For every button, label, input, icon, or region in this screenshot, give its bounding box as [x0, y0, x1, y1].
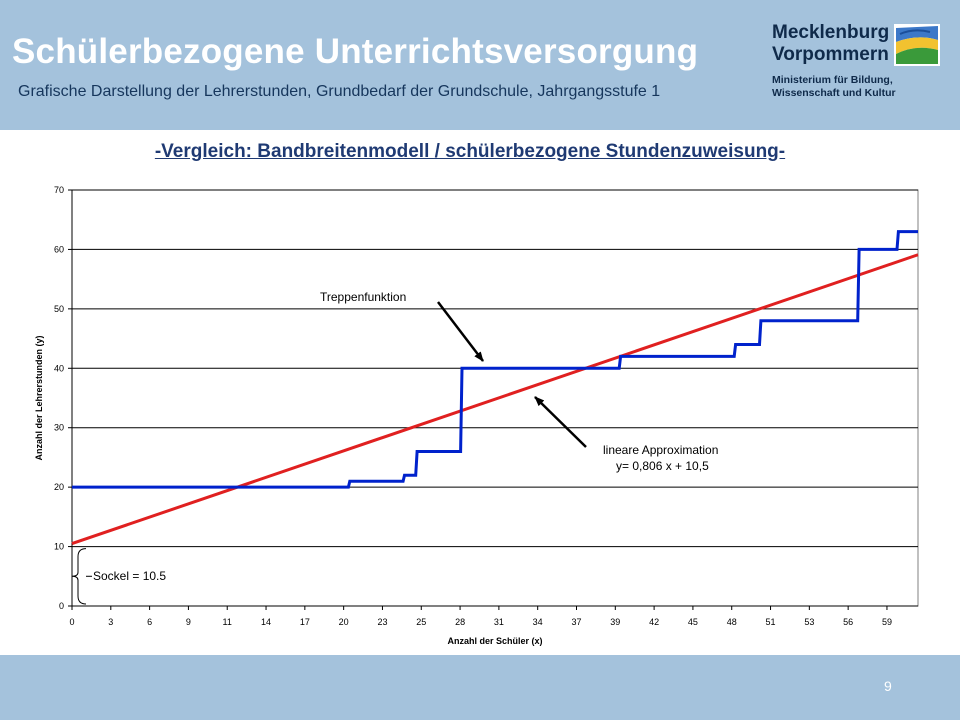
y-tick-label: 50	[53, 303, 64, 314]
x-tick-label: 31	[493, 617, 504, 627]
y-tick-label: 10	[53, 541, 64, 552]
step-function-label: Treppenfunktion	[320, 290, 407, 304]
x-tick-label: 6	[147, 617, 153, 627]
x-tick-label: 53	[804, 617, 815, 627]
y-tick-label: 40	[53, 363, 64, 374]
x-tick-label: 42	[649, 617, 660, 627]
x-tick-label: 25	[416, 617, 427, 627]
x-tick-label: 45	[687, 617, 698, 627]
x-tick-label: 0	[69, 617, 75, 627]
page-subtitle: Grafische Darstellung der Lehrerstunden, Grundbedarf der Grundschule, Jahrgangsstufe 1	[18, 83, 661, 100]
y-tick-label: 0	[58, 601, 64, 611]
page-title: Schülerbezogene Unterrichtsversorgung	[12, 32, 699, 71]
y-tick-label: 70	[53, 185, 64, 195]
x-tick-label: 39	[610, 617, 621, 627]
x-tick-label: 34	[532, 617, 543, 627]
x-tick-label: 56	[843, 617, 854, 627]
logo-line-2: Vorpommern	[772, 44, 889, 65]
y-tick-label: 60	[53, 244, 64, 255]
logo-line-1: Mecklenburg	[772, 22, 890, 43]
y-tick-label: 30	[53, 422, 64, 433]
y-axis-title: Anzahl der Lehrerstunden (y)	[34, 335, 44, 461]
x-tick-label: 17	[299, 617, 310, 627]
linear-equation-label: y= 0,806 x + 10,5	[616, 459, 709, 473]
x-axis-title: Anzahl der Schüler (x)	[447, 636, 543, 646]
sockel-label: Sockel = 10.5	[93, 569, 167, 583]
x-tick-label: 59	[881, 617, 892, 627]
x-tick-label: 3	[108, 617, 114, 627]
logo-line-3: Ministerium für Bildung,	[772, 74, 893, 86]
footer-band	[0, 655, 960, 720]
x-tick-label: 14	[261, 617, 272, 627]
x-tick-label: 9	[185, 617, 191, 627]
x-tick-label: 37	[571, 617, 582, 627]
x-tick-label: 51	[765, 617, 776, 627]
x-tick-label: 20	[338, 617, 349, 627]
page-number: 9	[884, 678, 892, 694]
x-tick-label: 11	[222, 617, 232, 627]
x-tick-label: 28	[455, 617, 466, 627]
logo-line-4: Wissenschaft und Kultur	[772, 87, 896, 99]
x-tick-label: 23	[377, 617, 388, 627]
linear-approx-label: lineare Approximation	[603, 443, 719, 457]
x-tick-label: 48	[726, 617, 737, 627]
y-tick-label: 20	[53, 482, 64, 493]
chart-heading: -Vergleich: Bandbreitenmodell / schülerbezogene Stundenzuweisung-	[154, 141, 786, 162]
